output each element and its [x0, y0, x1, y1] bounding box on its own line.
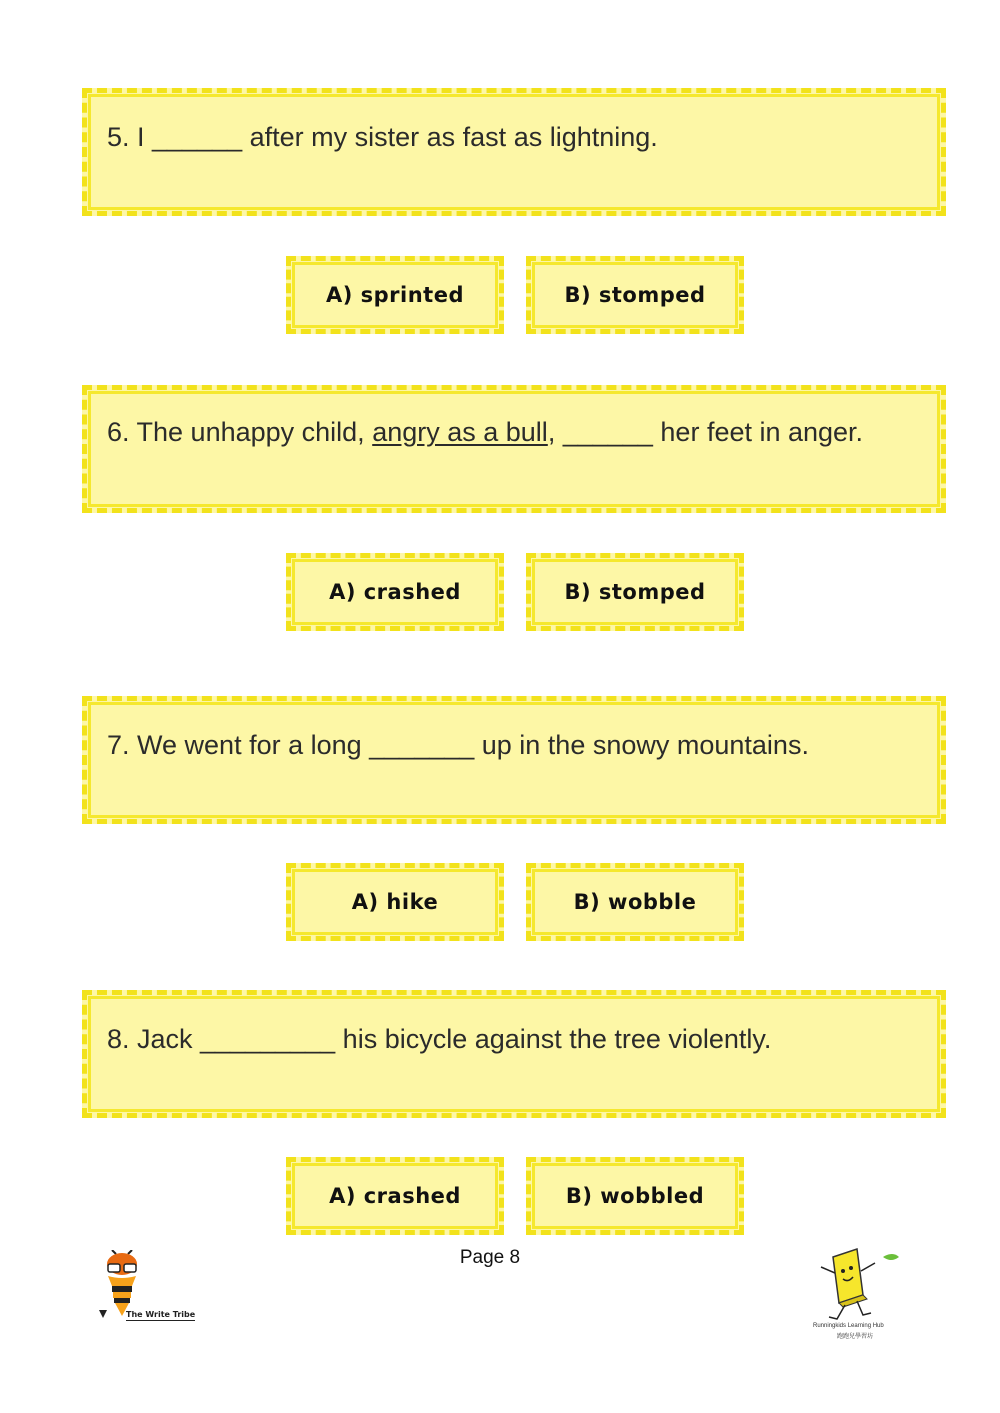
question-6-box	[82, 385, 946, 513]
write-tribe-logo-text: The Write Tribe	[126, 1310, 196, 1319]
question-6-option-b[interactable]: B) stomped	[526, 553, 744, 631]
question-8-box	[82, 990, 946, 1118]
question-5-box	[82, 88, 946, 216]
question-5-option-b[interactable]: B) stomped	[526, 256, 744, 334]
question-7-box	[82, 696, 946, 824]
question-6-text-after: , ______ her feet in anger.	[547, 417, 864, 447]
running-book-icon	[805, 1243, 905, 1325]
question-7-option-a[interactable]: A) hike	[286, 863, 504, 941]
runningkids-logo-text-cn: 跑跑兒學習坊	[837, 1334, 874, 1340]
question-7-text: 7. We went for a long _______ up in the snowy mountains.	[107, 730, 809, 760]
write-tribe-logo	[98, 1250, 208, 1330]
question-6-underlined-phrase: angry as a bull	[372, 417, 548, 447]
page-number: Page 8	[459, 1247, 521, 1268]
question-7-option-b[interactable]: B) wobble	[526, 863, 744, 941]
question-6-text-before: 6. The unhappy child,	[107, 417, 373, 447]
question-5-text: 5. I ______ after my sister as fast as lightning.	[107, 122, 658, 152]
question-8-option-a[interactable]: A) crashed	[286, 1157, 504, 1235]
question-8-text: 8. Jack _________ his bicycle against the tree violently.	[107, 1024, 772, 1054]
question-5-option-a[interactable]: A) sprinted	[286, 256, 504, 334]
question-8-option-b[interactable]: B) wobbled	[526, 1157, 744, 1235]
runningkids-logo-text: Runningkids Learning Hub	[813, 1323, 884, 1329]
question-6-option-a[interactable]: A) crashed	[286, 553, 504, 631]
runningkids-logo	[805, 1243, 915, 1343]
